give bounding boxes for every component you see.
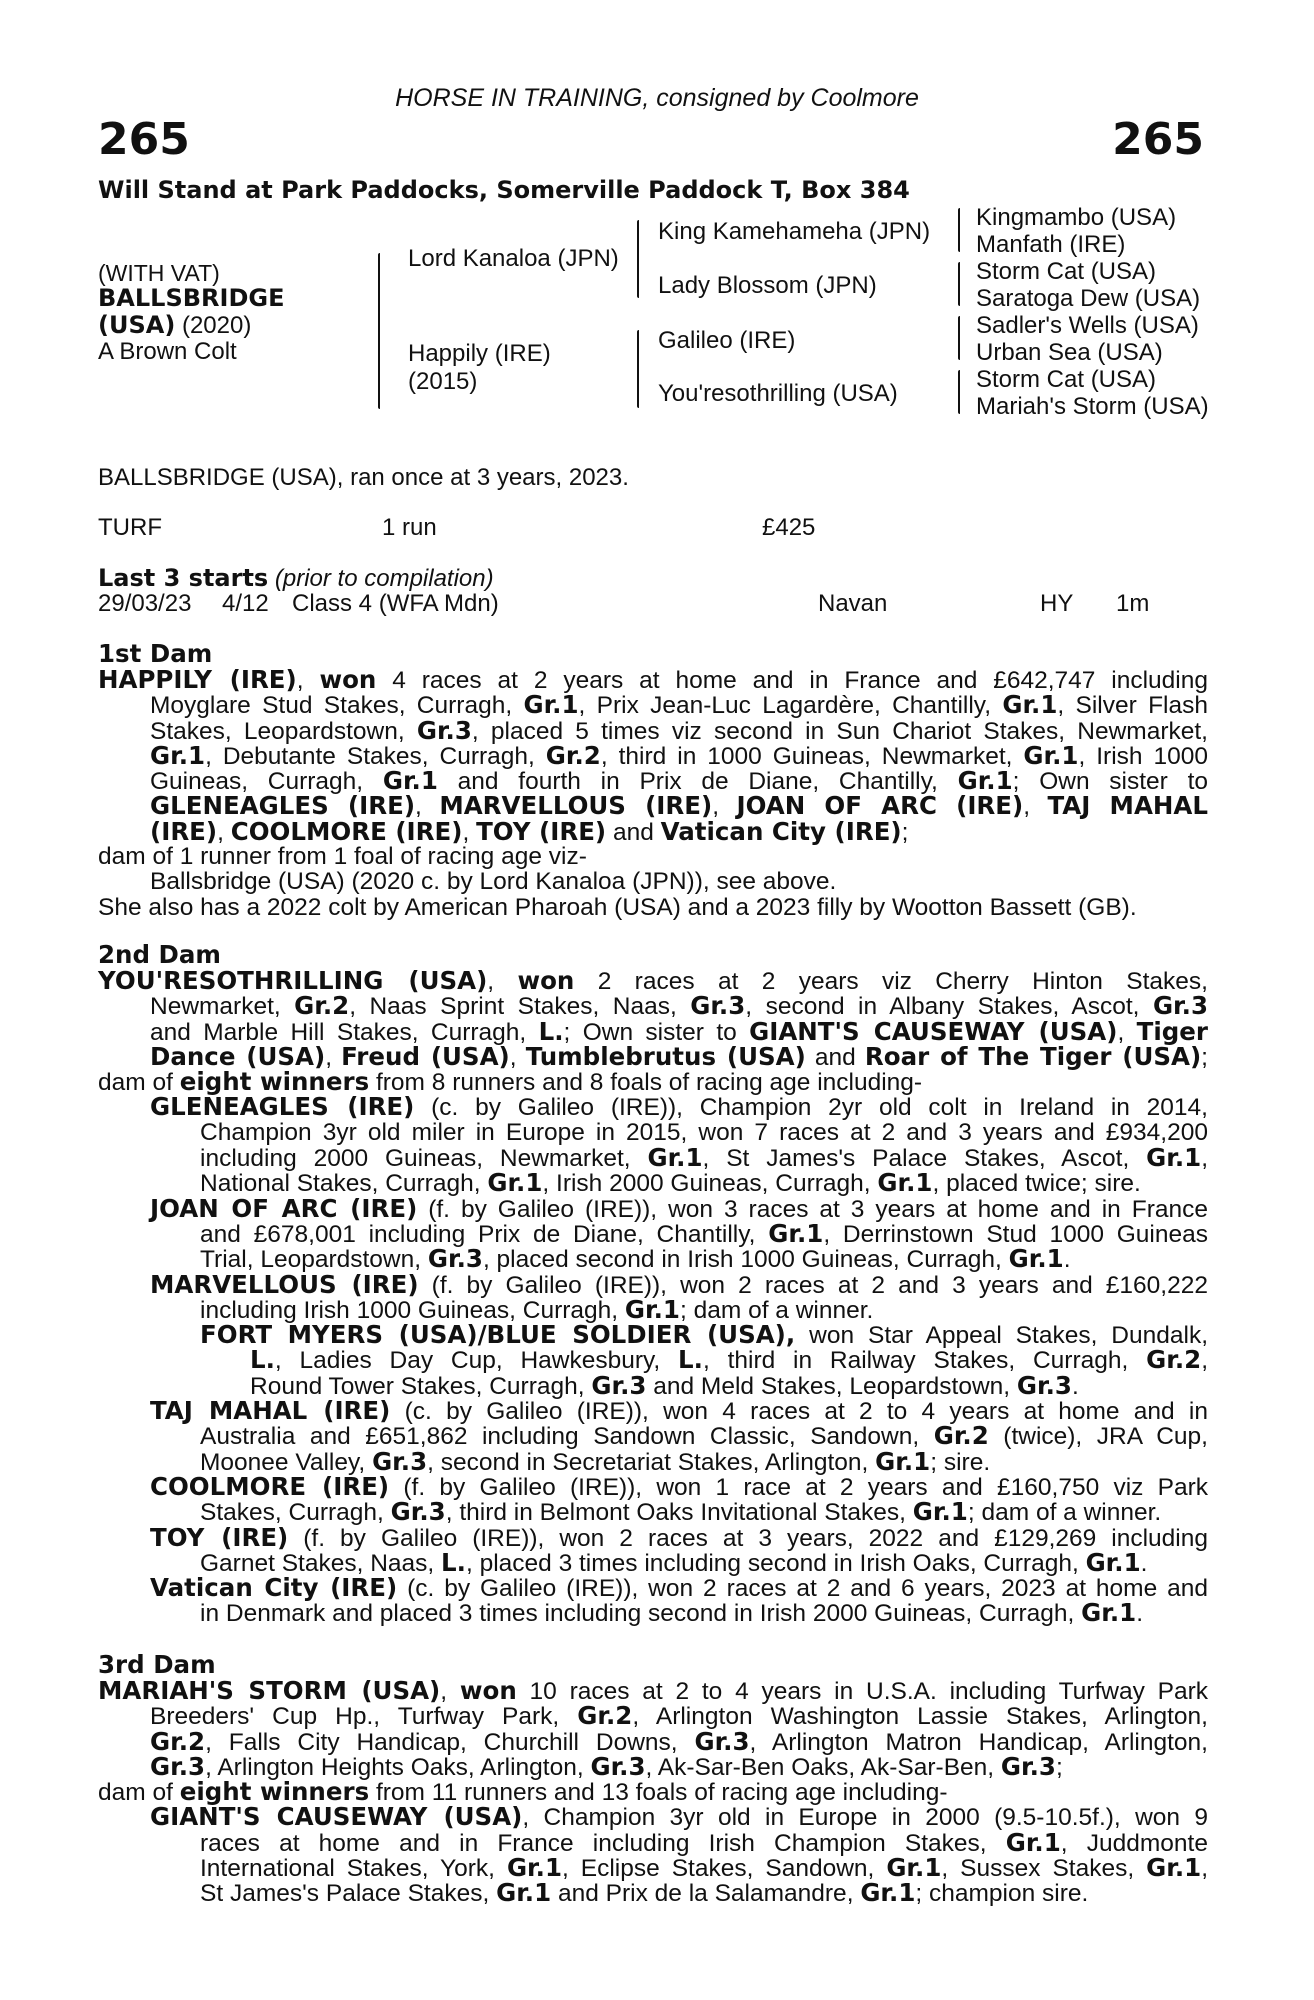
brace-dam: [637, 330, 639, 408]
last-starts-note: (prior to compilation): [274, 565, 494, 592]
start-going: HY: [1040, 590, 1074, 617]
last-starts-heading: [98, 564, 494, 593]
second-dam-text: YOU'RESOTHRILLING (USA), won 2 races at 2 years viz Cherry Hinton Stakes, Newmarket, Gr.2, Naas Sprint Stakes, Naas, Gr.3, second in Albany Stakes, Ascot, Gr.3 and Marble Hill Stakes, Curragh, L.; Own sister to GIANT'S CAUSEWAY (USA), Tiger Dance (USA), Freud (USA), Tumblebrutus (USA) and Roar of The Tiger (USA); dam of eight winners from 8 runners and 8 foals of racing age including- GLENEAGLES (IRE) (c. by Galileo (IRE)), Champion 2yr old colt in Ireland in 2014, Champion 3yr old miler in Europe in 2015, won 7 races at 2 and 3 years and £934,200 including 2000 Guineas, Newmarket, Gr.1, St James's Palace Stakes, Ascot, Gr.1, National Stakes, Curragh, Gr.1, Irish 2000 Guineas, Curragh, Gr.1, placed twice; sire. JOAN OF ARC (IRE) (f. by Galileo (IRE)), won 3 races at 3 years at home and in France and £678,001 including Prix de Diane, Chantilly, Gr.1, Derrinstown Stud 1000 Guineas Trial, Leopardstown, Gr.3, placed second in Irish 1000 Guineas, Curragh, Gr.1. MARVELLOUS (IRE) (f. by Galileo (IRE)), won 2 races at 2 and 3 years and £160,222 including Irish 1000 Guineas, Curragh, Gr.1; dam of a winner. FORT MYERS (USA)/BLUE SOLDIER (USA), won Star Appeal Stakes, Dundalk, L., Ladies Day Cup, Hawkesbury, L., third in Railway Stakes, Curragh, Gr.2, Round Tower Stakes, Curragh, Gr.3 and Meld Stakes, Leopardstown, Gr.3. TAJ MAHAL (IRE) (c. by Galileo (IRE)), won 4 races at 2 to 4 years at home and in Australia and £651,862 including Sandown Classic, Sandown, Gr.2 (twice), JRA Cup, Moonee Valley, Gr.3, second in Secretariat Stakes, Arlington, Gr.1; sire. COOLMORE (IRE) (f. by Galileo (IRE)), won 1 race at 2 years and £160,750 viz Park Stakes, Curragh, Gr.3, third in Belmont Oaks Invitational Stakes, Gr.1; dam of a winner. TOY (IRE) (f. by Galileo (IRE)), won 2 races at 3 years, 2022 and £129,269 including Garnet Stakes, Naas, L., placed 3 times including second in Irish Oaks, Curragh, Gr.1. Vatican City (IRE) (c. by Galileo (IRE)), won 2 races at 2 and 6 years, 2023 at home and in Denmark and placed 3 times including second in Irish 2000 Guineas, Curragh, Gr.1.: [98, 966, 1209, 1628]
brace-gen3-1: [958, 208, 960, 252]
pedigree-sdd: Saratoga Dew (USA): [976, 285, 1201, 312]
pedigree-ddd: Mariah's Storm (USA): [976, 393, 1209, 420]
start-position: 4/12: [222, 590, 269, 617]
pedigree-sss: Kingmambo (USA): [976, 204, 1177, 231]
lot-number-right: 265: [1112, 114, 1204, 165]
first-dam-text: HAPPILY (IRE), won 4 races at 2 years at home and in France and £642,747 including Moyglare Stud Stakes, Curragh, Gr.1, Prix Jean-Luc Lagardère, Chantilly, Gr.1, Silver Flash Stakes, Leopardstown, Gr.3, placed 5 times viz second in Sun Chariot Stakes, Newmarket, Gr.1, Debutante Stakes, Curragh, Gr.2, third in 1000 Guineas, Newmarket, Gr.1, Irish 1000 Guineas, Curragh, Gr.1 and fourth in Prix de Diane, Chantilly, Gr.1; Own sister to GLENEAGLES (IRE), MARVELLOUS (IRE), JOAN OF ARC (IRE), TAJ MAHAL (IRE), COOLMORE (IRE), TOY (IRE) and Vatican City (IRE); dam of 1 runner from 1 foal of racing age viz- Ballsbridge (USA) (2020 c. by Lord Kanaloa (JPN)), see above. She also has a 2022 colt by American Pharoah (USA) and a 2023 filly by Wootton Bassett (GB).: [98, 665, 1209, 921]
brace-gen3-3: [958, 316, 960, 360]
record-runs: 1 run: [382, 514, 437, 541]
horse-name: BALLSBRIDGE: [98, 284, 285, 312]
pedigree-dam: Happily (IRE): [408, 340, 551, 367]
horse-description: A Brown Colt: [98, 338, 237, 365]
start-distance: 1m: [1116, 590, 1150, 617]
second-dam-section: [98, 942, 1208, 1626]
start-class: Class 4 (WFA Mdn): [292, 590, 499, 617]
pedigree-dsd: Urban Sea (USA): [976, 339, 1163, 366]
catalogue-subtitle: HORSE IN TRAINING, consigned by Coolmore: [395, 84, 919, 112]
lot-number-left: 265: [98, 114, 190, 165]
pedigree-dam-sire: Galileo (IRE): [658, 327, 796, 354]
third-dam-text: MARIAH'S STORM (USA), won 10 races at 2 to 4 years in U.S.A. including Turfway Park Breeders' Cup Hp., Turfway Park, Gr.2, Arlington Washington Lassie Stakes, Arlington, Gr.2, Falls City Handicap, Churchill Downs, Gr.3, Arlington Matron Handicap, Arlington, Gr.3, Arlington Heights Oaks, Arlington, Gr.3, Ak-Sar-Ben Oaks, Ak-Sar-Ben, Gr.3; dam of eight winners from 11 runners and 13 foals of racing age including- GIANT'S CAUSEWAY (USA), Champion 3yr old in Europe in 2000 (9.5-10.5f.), won 9 races at home and in France including Irish Champion Stakes, Gr.1, Juddmonte International Stakes, York, Gr.1, Eclipse Stakes, Sandown, Gr.1, Sussex Stakes, Gr.1, St James's Palace Stakes, Gr.1 and Prix de la Salamandre, Gr.1; champion sire.: [98, 1676, 1208, 1908]
brace-main: [378, 253, 380, 409]
pedigree-sire: Lord Kanaloa (JPN): [408, 245, 619, 272]
record-surface: TURF: [98, 514, 162, 541]
record-earnings: £425: [762, 514, 816, 541]
third-dam-section: [98, 1652, 1208, 1906]
pedigree-ssd: Manfath (IRE): [976, 231, 1126, 258]
brace-sire: [637, 220, 639, 298]
pedigree-dam-year: (2015): [408, 368, 478, 395]
stand-location: Will Stand at Park Paddocks, Somerville Paddock T, Box 384: [98, 176, 910, 204]
start-course: Navan: [818, 590, 888, 617]
pedigree-dss: Sadler's Wells (USA): [976, 312, 1199, 339]
pedigree-sire-dam: Lady Blossom (JPN): [658, 272, 877, 299]
start-date: 29/03/23: [98, 590, 192, 617]
second-dam-title: 2nd Dam: [98, 940, 221, 969]
pedigree-dds: Storm Cat (USA): [976, 366, 1157, 393]
brace-gen3-2: [958, 262, 960, 306]
horse-year: (2020): [181, 312, 252, 339]
pedigree-sds: Storm Cat (USA): [976, 258, 1157, 285]
horse-origin-year: [98, 311, 251, 340]
third-dam-title: 3rd Dam: [98, 1650, 216, 1679]
pedigree-sire-sire: King Kamehameha (JPN): [658, 218, 931, 245]
horse-country: (USA): [98, 311, 176, 339]
pedigree-dam-dam: You'resothrilling (USA): [658, 380, 898, 407]
first-dam-section: [98, 641, 1208, 920]
brace-gen3-4: [958, 370, 960, 414]
race-summary: BALLSBRIDGE (USA), ran once at 3 years, 2023.: [98, 464, 629, 491]
first-dam-title: 1st Dam: [98, 639, 213, 668]
last-starts-title: Last 3 starts: [98, 564, 269, 592]
vat-label: (WITH VAT): [98, 260, 220, 286]
